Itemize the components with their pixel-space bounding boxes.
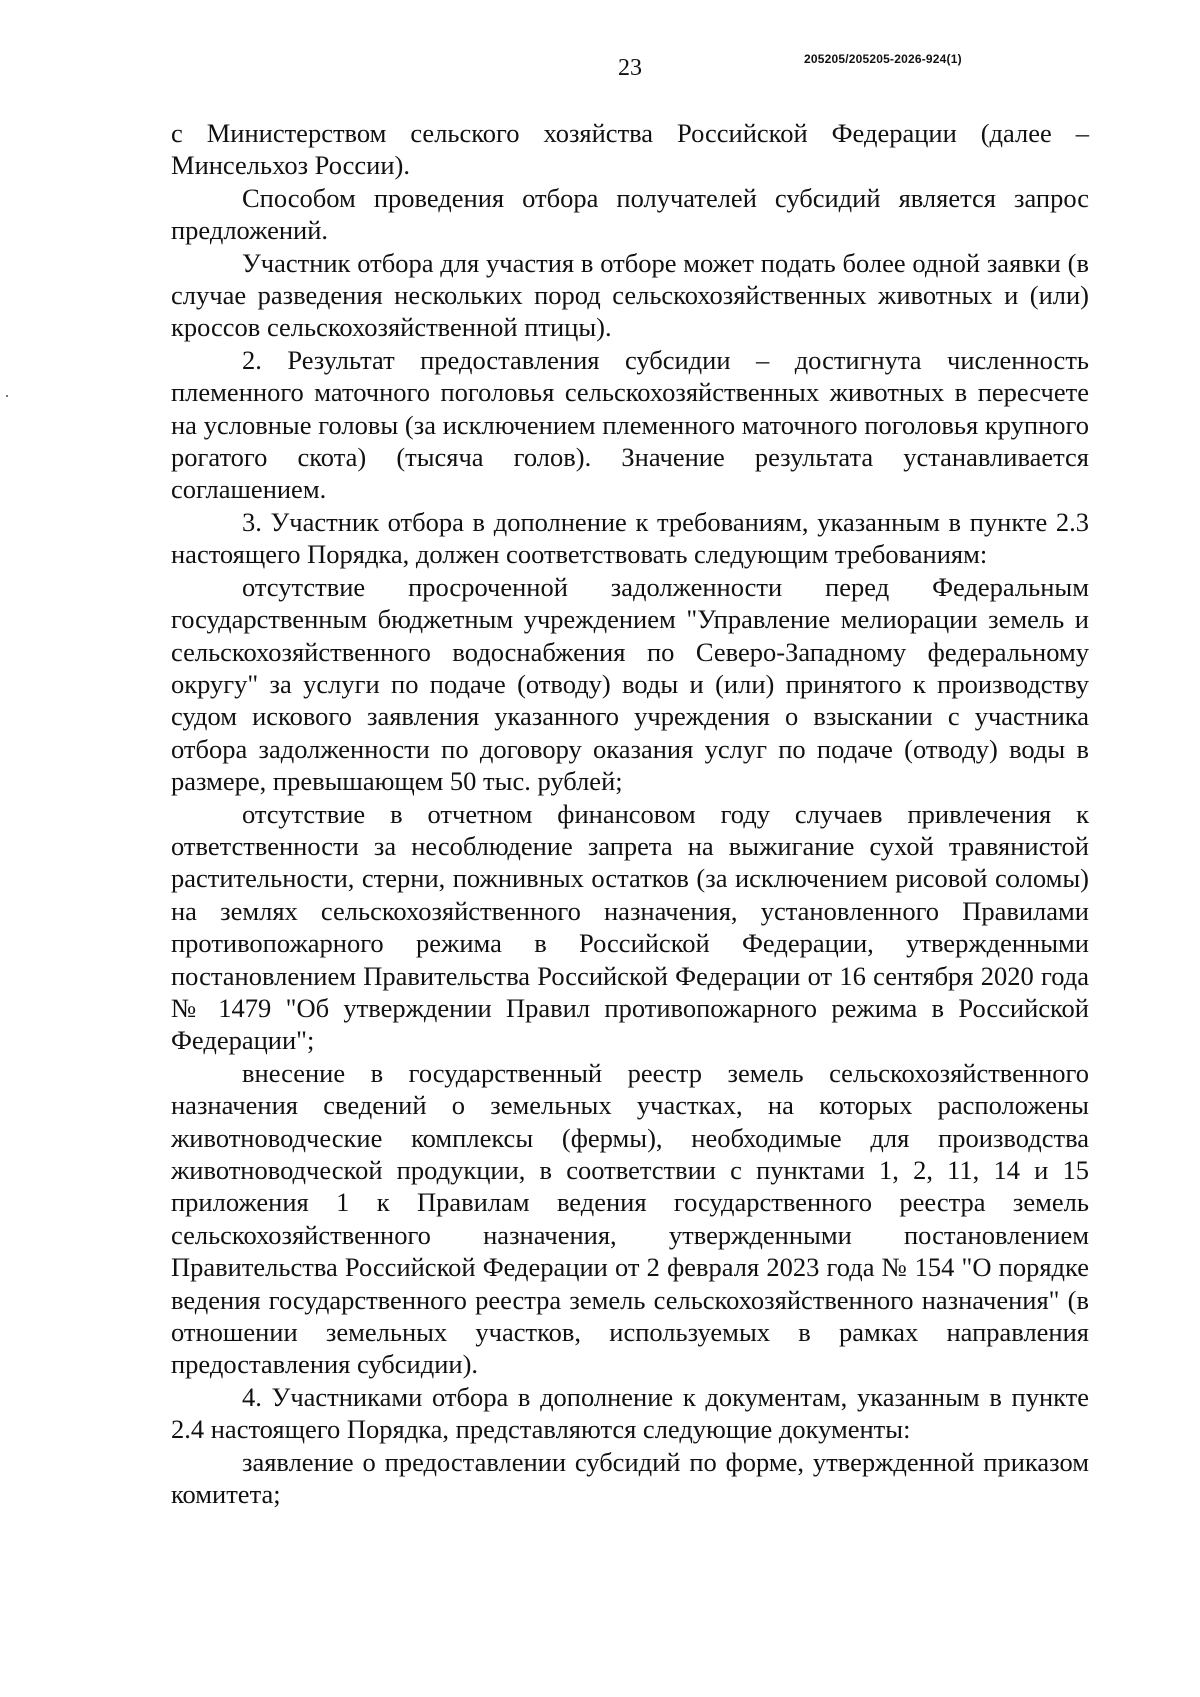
paragraph-item-4-documents: 4. Участниками отбора в дополнение к документам, указанным в пункте 2.4 настоящего Порядка, представляются следующие документы: xyxy=(171,1381,1089,1445)
paragraph-requirement-no-debt: отсутствие просроченной задолженности перед Федеральным государственным бюджетным учреждением "Управление мелиорации земель и сельскохозяйственного водоснабжения по Северо-Западному федеральному округу" за услуги по подаче (отводу) воды и (или) принятого к производству судом искового заявления указанного учреждения о взыскании с участника отбора задолженности по договору оказания услуг по подаче (отводу) воды в размере, превышающем 50 тыс. рублей; xyxy=(171,571,1089,797)
paragraph-selection-method: Способом проведения отбора получателей субсидий является запрос предложений. xyxy=(171,182,1089,246)
paragraph-application-form: заявление о предоставлении субсидий по форме, утвержденной приказом комитета; xyxy=(171,1446,1089,1510)
document-registration-code: 205205/205205-2026-924(1) xyxy=(804,52,962,66)
document-body xyxy=(171,117,1089,1510)
paragraph-item-3-requirements: 3. Участник отбора в дополнение к требованиям, указанным в пункте 2.3 настоящего Порядка, должен соответствовать следующим требованиям: xyxy=(171,506,1089,570)
page-number: 23 xyxy=(618,55,642,81)
margin-speck xyxy=(6,395,8,397)
paragraph-requirement-land-registry: внесение в государственный реестр земель сельскохозяйственного назначения сведений о земельных участках, на которых расположены животноводческие комплексы (фермы), необходимые для производства животноводческой продукции, в соответствии с пунктами 1, 2, 11, 14 и 15 приложения 1 к Правилам ведения государственного реестра земель сельскохозяйственного назначения, утвержденными постановлением Правительства Российской Федерации от 2 февраля 2023 года № 154 "О порядке ведения государственного реестра земель сельскохозяйственного назначения" (в отношении земельных участков, используемых в рамках направления предоставления субсидии). xyxy=(171,1057,1089,1380)
paragraph-multiple-applications: Участник отбора для участия в отборе может подать более одной заявки (в случае разведения нескольких пород сельскохозяйственных животных и (или) кроссов сельскохозяйственной птицы). xyxy=(171,247,1089,343)
paragraph-ministry-continuation: с Министерством сельского хозяйства Российской Федерации (далее – Минсельхоз России). xyxy=(171,118,1089,181)
paragraph-item-2-result: 2. Результат предоставления субсидии – достигнута численность племенного маточного поголовья сельскохозяйственных животных в пересчете на условные головы (за исключением племенного маточного поголовья крупного рогатого скота) (тысяча голов). Значение результата устанавливается соглашением. xyxy=(171,344,1089,505)
paragraph-requirement-fire-safety: отсутствие в отчетном финансовом году случаев привлечения к ответственности за несоблюдение запрета на выжигание сухой травянистой растительности, стерни, пожнивных остатков (за исключением рисовой соломы) на землях сельскохозяйственного назначения, установленного Правилами противопожарного режима в Российской Федерации, утвержденными постановлением Правительства Российской Федерации от 16 сентября 2020 года № 1479 "Об утверждении Правил противопожарного режима в Российской Федерации"; xyxy=(171,798,1089,1056)
